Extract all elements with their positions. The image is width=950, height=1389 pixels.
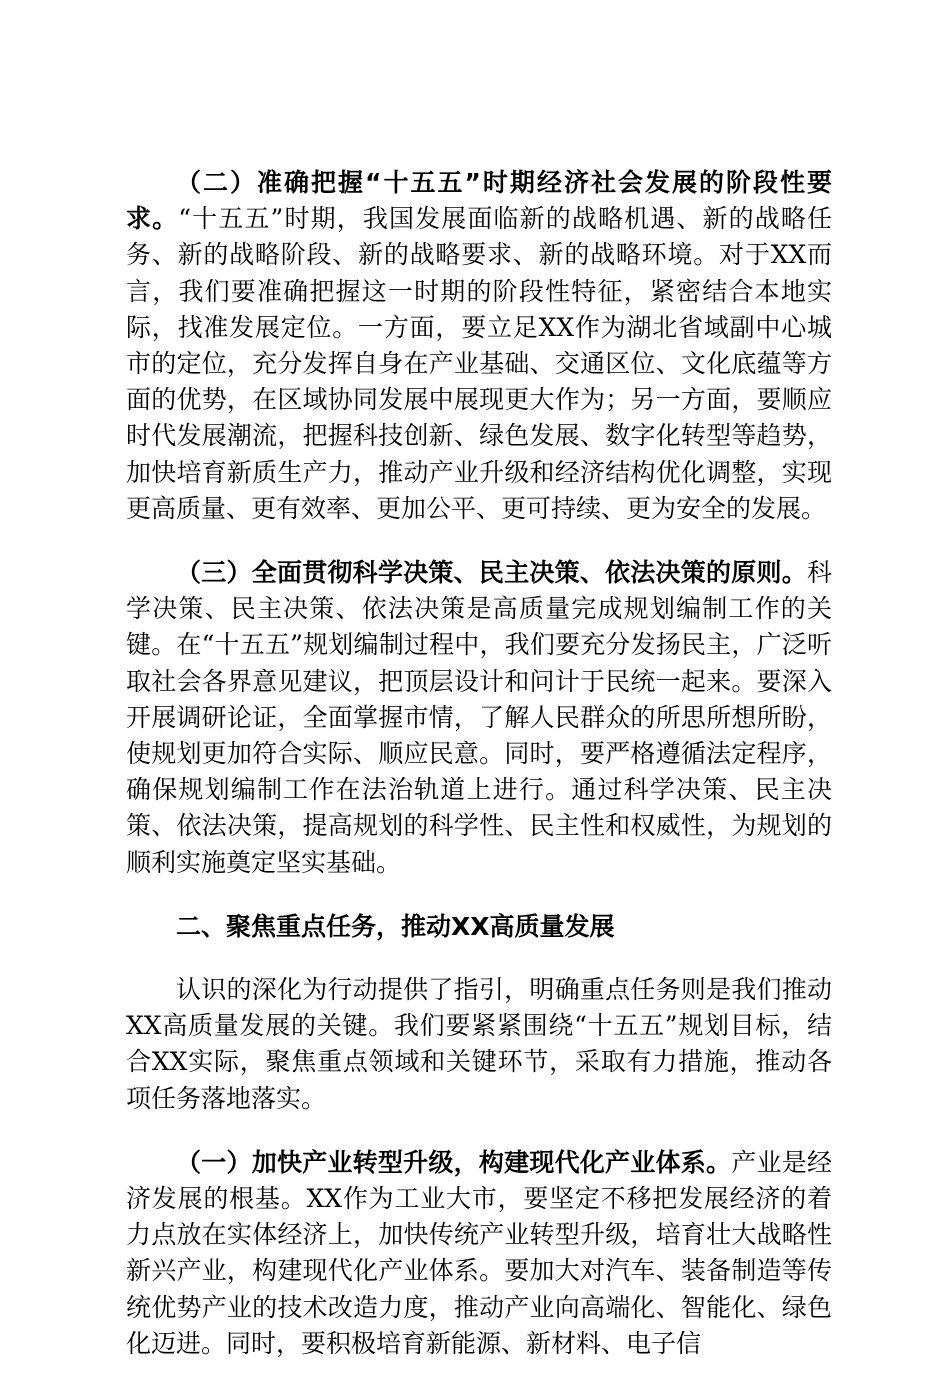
paragraph-decision-principles [126,555,832,881]
document-page [126,165,832,1389]
paragraph-body: 科学决策、民主决策、依法决策是高质量完成规划编制工作的关键。在“十五五”规划编制过程中，我们要充分发扬民主，广泛听取社会各界意见建议，把顶层设计和问计于民统一起来。要深入开展调研论证，全面掌握市情，了解人民群众的所思所想所盼，使规划更加符合实际、顺应民意。同时，要严格遵循法定程序，确保规划编制工作在法治轨道上进行。通过科学决策、民主决策、依法决策，提高规划的科学性、民主性和权威性，为规划的顺利实施奠定坚实基础。 [126,558,832,877]
section-intro: 认识的深化为行动提供了指引，明确重点任务则是我们推动XX高质量发展的关键。我们要紧紧围绕“十五五”规划目标，结合XX实际，聚焦重点领域和关键环节，采取有力措施，推动各项任务落地落实。 [126,975,832,1113]
section-heading: 二、聚焦重点任务，推动XX高质量发展 [176,911,615,941]
paragraph-lead: （一）加快产业转型升级，构建现代化产业体系。 [176,1147,732,1177]
paragraph-body: “十五五”时期，我国发展面临新的战略机遇、新的战略任务、新的战略阶段、新的战略要求、新的战略环境。对于XX而言，我们要准确把握这一时期的阶段性特征，紧密结合本地实际，找准发展定位。一方面，要立足XX作为湖北省域副中心城市的定位，充分发挥自身在产业基础、交通区位、文化底蕴等方面的优势，在区域协同发展中展现更大作为；另一方面，要顺应时代发展潮流，把握科技创新、绿色发展、数字化转型等趋势，加快培育新质生产力，推动产业升级和经济结构优化调整，实现更高质量、更有效率、更加公平、更可持续、更为安全的发展。 [126,204,832,523]
paragraph-body: 产业是经济发展的根基。XX作为工业大市，要坚定不移把发展经济的着力点放在实体经济上，加快传统产业转型升级，培育壮大战略性新兴产业，构建现代化产业体系。要加大对汽车、装备制造等传统优势产业的技术改造力度，推动产业向高端化、智能化、绿色化迈进。同时，要积极培育新能源、新材料、电子信 [126,1147,832,1358]
paragraph-lead: （二）准确把握“十五五”时期经济社会发展的阶段性要求。 [126,168,832,234]
paragraph-stage-requirements [126,165,832,527]
paragraph-industry-upgrade [126,1145,832,1362]
paragraph-lead: （三）全面贯彻科学决策、民主决策、依法决策的原则。 [176,558,807,588]
